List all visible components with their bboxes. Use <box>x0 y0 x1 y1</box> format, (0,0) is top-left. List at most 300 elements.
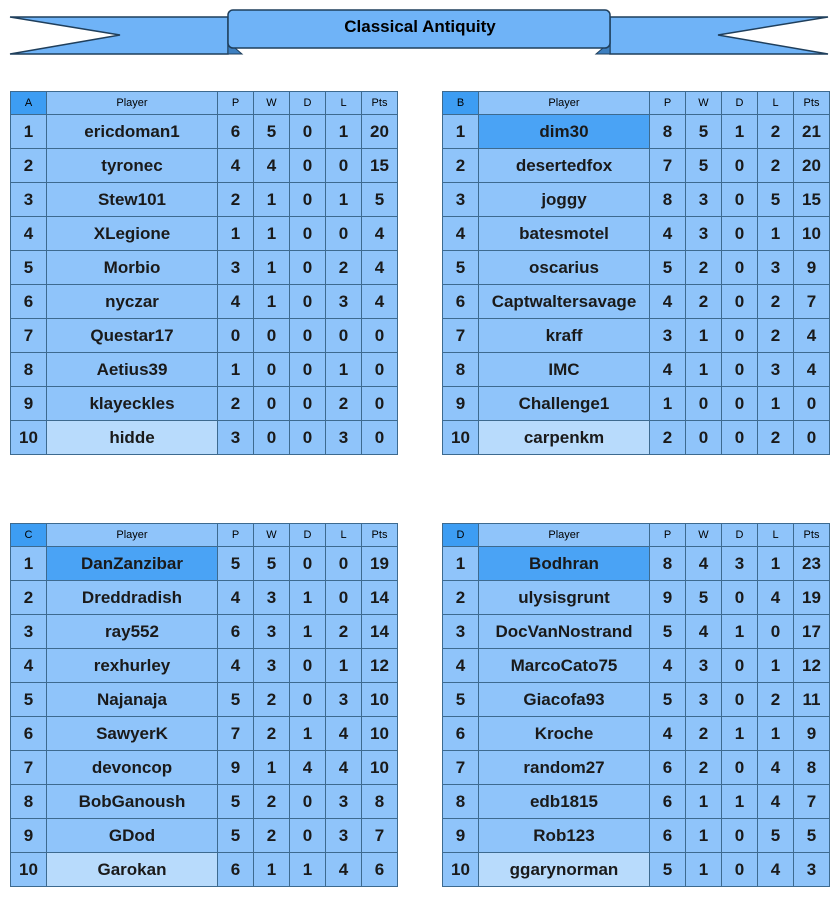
points-cell: 19 <box>794 581 830 615</box>
drawn-cell: 0 <box>290 649 326 683</box>
rank-cell: 5 <box>11 251 47 285</box>
player-cell: SawyerK <box>47 717 218 751</box>
table-row <box>443 853 830 887</box>
won-cell: 2 <box>686 285 722 319</box>
drawn-cell: 0 <box>290 115 326 149</box>
points-cell: 19 <box>362 547 398 581</box>
played-cell: 0 <box>218 319 254 353</box>
header-l: L <box>326 92 362 115</box>
player-cell: MarcoCato75 <box>479 649 650 683</box>
points-cell: 12 <box>362 649 398 683</box>
played-cell: 4 <box>650 217 686 251</box>
lost-cell: 0 <box>326 149 362 183</box>
drawn-cell: 0 <box>290 319 326 353</box>
header-l: L <box>326 524 362 547</box>
played-cell: 2 <box>650 421 686 455</box>
points-cell: 23 <box>794 547 830 581</box>
played-cell: 1 <box>650 387 686 421</box>
played-cell: 1 <box>218 217 254 251</box>
table-row <box>11 547 398 581</box>
played-cell: 9 <box>218 751 254 785</box>
played-cell: 4 <box>650 353 686 387</box>
played-cell: 4 <box>650 649 686 683</box>
header-d: D <box>290 92 326 115</box>
table-row <box>443 319 830 353</box>
played-cell: 4 <box>218 285 254 319</box>
won-cell: 5 <box>254 547 290 581</box>
table-row <box>11 149 398 183</box>
table-row <box>443 251 830 285</box>
header-pts: Pts <box>362 524 398 547</box>
lost-cell: 2 <box>758 285 794 319</box>
won-cell: 1 <box>254 751 290 785</box>
won-cell: 2 <box>686 717 722 751</box>
rank-cell: 10 <box>11 853 47 887</box>
played-cell: 2 <box>218 183 254 217</box>
points-cell: 20 <box>794 149 830 183</box>
table-row <box>443 683 830 717</box>
drawn-cell: 0 <box>722 819 758 853</box>
player-cell: ray552 <box>47 615 218 649</box>
drawn-cell: 0 <box>722 751 758 785</box>
player-cell: devoncop <box>47 751 218 785</box>
played-cell: 4 <box>650 285 686 319</box>
header-player: Player <box>47 524 218 547</box>
player-cell: XLegione <box>47 217 218 251</box>
played-cell: 6 <box>218 115 254 149</box>
player-cell: DanZanzibar <box>47 547 218 581</box>
lost-cell: 4 <box>758 581 794 615</box>
lost-cell: 1 <box>326 183 362 217</box>
table-row <box>11 717 398 751</box>
lost-cell: 3 <box>758 251 794 285</box>
points-cell: 8 <box>362 785 398 819</box>
drawn-cell: 0 <box>290 251 326 285</box>
player-cell: tyronec <box>47 149 218 183</box>
played-cell: 5 <box>218 547 254 581</box>
played-cell: 5 <box>650 853 686 887</box>
table-row <box>11 353 398 387</box>
player-cell: Bodhran <box>479 547 650 581</box>
points-cell: 4 <box>362 217 398 251</box>
rank-cell: 1 <box>11 547 47 581</box>
won-cell: 1 <box>254 285 290 319</box>
player-cell: ggarynorman <box>479 853 650 887</box>
played-cell: 7 <box>650 149 686 183</box>
won-cell: 3 <box>686 649 722 683</box>
header-pts: Pts <box>362 92 398 115</box>
drawn-cell: 0 <box>722 217 758 251</box>
drawn-cell: 1 <box>290 853 326 887</box>
rank-cell: 8 <box>11 353 47 387</box>
played-cell: 4 <box>218 581 254 615</box>
header-d: D <box>290 524 326 547</box>
lost-cell: 5 <box>758 819 794 853</box>
drawn-cell: 0 <box>290 819 326 853</box>
drawn-cell: 0 <box>722 649 758 683</box>
header-p: P <box>218 524 254 547</box>
points-cell: 0 <box>794 421 830 455</box>
lost-cell: 4 <box>758 785 794 819</box>
won-cell: 0 <box>686 421 722 455</box>
lost-cell: 4 <box>758 853 794 887</box>
lost-cell: 2 <box>758 319 794 353</box>
drawn-cell: 0 <box>722 319 758 353</box>
header-w: W <box>686 92 722 115</box>
lost-cell: 0 <box>326 547 362 581</box>
table-row <box>443 353 830 387</box>
drawn-cell: 1 <box>722 115 758 149</box>
lost-cell: 1 <box>758 217 794 251</box>
rank-cell: 1 <box>443 547 479 581</box>
lost-cell: 0 <box>326 319 362 353</box>
table-row <box>443 387 830 421</box>
drawn-cell: 0 <box>290 183 326 217</box>
rank-cell: 9 <box>443 819 479 853</box>
rank-cell: 2 <box>443 581 479 615</box>
group-a-table <box>10 91 398 455</box>
won-cell: 3 <box>254 615 290 649</box>
group-label: B <box>443 92 479 115</box>
drawn-cell: 0 <box>290 285 326 319</box>
drawn-cell: 0 <box>722 581 758 615</box>
header-p: P <box>218 92 254 115</box>
lost-cell: 4 <box>326 717 362 751</box>
rank-cell: 4 <box>443 217 479 251</box>
lost-cell: 2 <box>758 683 794 717</box>
points-cell: 21 <box>794 115 830 149</box>
played-cell: 6 <box>218 853 254 887</box>
rank-cell: 5 <box>443 683 479 717</box>
rank-cell: 8 <box>443 353 479 387</box>
drawn-cell: 4 <box>290 751 326 785</box>
player-cell: Giacofa93 <box>479 683 650 717</box>
won-cell: 1 <box>686 319 722 353</box>
table-header-row <box>11 92 398 115</box>
won-cell: 3 <box>254 649 290 683</box>
rank-cell: 1 <box>11 115 47 149</box>
rank-cell: 7 <box>11 319 47 353</box>
won-cell: 1 <box>254 183 290 217</box>
drawn-cell: 0 <box>722 353 758 387</box>
points-cell: 10 <box>362 751 398 785</box>
points-cell: 12 <box>794 649 830 683</box>
won-cell: 1 <box>254 251 290 285</box>
player-cell: Questar17 <box>47 319 218 353</box>
rank-cell: 10 <box>443 853 479 887</box>
drawn-cell: 0 <box>290 353 326 387</box>
page-title: Classical Antiquity <box>344 17 496 36</box>
lost-cell: 4 <box>326 853 362 887</box>
played-cell: 2 <box>218 387 254 421</box>
points-cell: 8 <box>794 751 830 785</box>
lost-cell: 3 <box>758 353 794 387</box>
player-cell: ericdoman1 <box>47 115 218 149</box>
player-cell: batesmotel <box>479 217 650 251</box>
won-cell: 0 <box>254 421 290 455</box>
played-cell: 3 <box>650 319 686 353</box>
table-row <box>11 183 398 217</box>
points-cell: 10 <box>362 717 398 751</box>
won-cell: 5 <box>686 115 722 149</box>
drawn-cell: 1 <box>290 717 326 751</box>
player-cell: Rob123 <box>479 819 650 853</box>
table-row <box>11 785 398 819</box>
won-cell: 2 <box>686 251 722 285</box>
lost-cell: 2 <box>326 387 362 421</box>
rank-cell: 6 <box>11 285 47 319</box>
table-row <box>443 615 830 649</box>
played-cell: 6 <box>650 819 686 853</box>
lost-cell: 2 <box>758 149 794 183</box>
won-cell: 2 <box>254 785 290 819</box>
table-row <box>11 251 398 285</box>
drawn-cell: 0 <box>722 683 758 717</box>
won-cell: 5 <box>686 581 722 615</box>
rank-cell: 8 <box>11 785 47 819</box>
drawn-cell: 0 <box>290 683 326 717</box>
played-cell: 5 <box>218 785 254 819</box>
lost-cell: 0 <box>326 217 362 251</box>
player-cell: Dreddradish <box>47 581 218 615</box>
played-cell: 4 <box>218 649 254 683</box>
header-player: Player <box>479 524 650 547</box>
lost-cell: 1 <box>758 387 794 421</box>
lost-cell: 1 <box>326 115 362 149</box>
drawn-cell: 0 <box>290 785 326 819</box>
won-cell: 1 <box>686 353 722 387</box>
played-cell: 5 <box>650 251 686 285</box>
lost-cell: 1 <box>758 649 794 683</box>
table-row <box>11 421 398 455</box>
drawn-cell: 1 <box>722 615 758 649</box>
won-cell: 2 <box>254 819 290 853</box>
player-cell: random27 <box>479 751 650 785</box>
player-cell: klayeckles <box>47 387 218 421</box>
lost-cell: 5 <box>758 183 794 217</box>
points-cell: 4 <box>362 285 398 319</box>
played-cell: 5 <box>650 683 686 717</box>
rank-cell: 10 <box>443 421 479 455</box>
played-cell: 4 <box>218 149 254 183</box>
won-cell: 3 <box>686 217 722 251</box>
table-header-row <box>443 92 830 115</box>
table-row <box>443 581 830 615</box>
rank-cell: 9 <box>443 387 479 421</box>
points-cell: 4 <box>794 319 830 353</box>
drawn-cell: 0 <box>290 547 326 581</box>
rank-cell: 4 <box>11 217 47 251</box>
player-cell: Garokan <box>47 853 218 887</box>
rank-cell: 4 <box>11 649 47 683</box>
player-cell: edb1815 <box>479 785 650 819</box>
drawn-cell: 0 <box>722 251 758 285</box>
won-cell: 3 <box>686 183 722 217</box>
table-row <box>11 387 398 421</box>
won-cell: 2 <box>254 717 290 751</box>
lost-cell: 1 <box>326 353 362 387</box>
rank-cell: 8 <box>443 785 479 819</box>
player-cell: ulysisgrunt <box>479 581 650 615</box>
group-label: D <box>443 524 479 547</box>
rank-cell: 4 <box>443 649 479 683</box>
header-pts: Pts <box>794 524 830 547</box>
table-row <box>443 819 830 853</box>
player-cell: Morbio <box>47 251 218 285</box>
rank-cell: 2 <box>11 581 47 615</box>
rank-cell: 10 <box>11 421 47 455</box>
header-w: W <box>686 524 722 547</box>
header-l: L <box>758 92 794 115</box>
played-cell: 3 <box>218 251 254 285</box>
points-cell: 10 <box>362 683 398 717</box>
header-player: Player <box>479 92 650 115</box>
table-row <box>11 649 398 683</box>
rank-cell: 3 <box>443 183 479 217</box>
points-cell: 7 <box>362 819 398 853</box>
drawn-cell: 0 <box>722 421 758 455</box>
table-row <box>443 115 830 149</box>
played-cell: 9 <box>650 581 686 615</box>
drawn-cell: 1 <box>722 785 758 819</box>
drawn-cell: 0 <box>722 149 758 183</box>
points-cell: 11 <box>794 683 830 717</box>
table-row <box>11 319 398 353</box>
header-w: W <box>254 524 290 547</box>
header-pts: Pts <box>794 92 830 115</box>
lost-cell: 1 <box>758 717 794 751</box>
drawn-cell: 3 <box>722 547 758 581</box>
player-cell: carpenkm <box>479 421 650 455</box>
played-cell: 5 <box>218 819 254 853</box>
lost-cell: 3 <box>326 683 362 717</box>
player-cell: hidde <box>47 421 218 455</box>
points-cell: 9 <box>794 251 830 285</box>
table-row <box>443 649 830 683</box>
lost-cell: 0 <box>326 581 362 615</box>
drawn-cell: 0 <box>290 217 326 251</box>
points-cell: 4 <box>794 353 830 387</box>
played-cell: 3 <box>218 421 254 455</box>
points-cell: 15 <box>794 183 830 217</box>
player-cell: Aetius39 <box>47 353 218 387</box>
rank-cell: 5 <box>443 251 479 285</box>
rank-cell: 6 <box>11 717 47 751</box>
played-cell: 4 <box>650 717 686 751</box>
played-cell: 6 <box>650 785 686 819</box>
rank-cell: 7 <box>443 751 479 785</box>
table-row <box>443 217 830 251</box>
points-cell: 6 <box>362 853 398 887</box>
rank-cell: 3 <box>443 615 479 649</box>
won-cell: 0 <box>254 387 290 421</box>
played-cell: 5 <box>218 683 254 717</box>
player-cell: Challenge1 <box>479 387 650 421</box>
header-d: D <box>722 524 758 547</box>
table-header-row <box>443 524 830 547</box>
lost-cell: 3 <box>326 285 362 319</box>
table-row <box>11 581 398 615</box>
player-cell: DocVanNostrand <box>479 615 650 649</box>
won-cell: 3 <box>254 581 290 615</box>
points-cell: 5 <box>362 183 398 217</box>
lost-cell: 1 <box>758 547 794 581</box>
rank-cell: 5 <box>11 683 47 717</box>
table-row <box>11 683 398 717</box>
table-row <box>443 547 830 581</box>
group-b-table <box>442 91 830 455</box>
points-cell: 0 <box>362 353 398 387</box>
drawn-cell: 0 <box>290 421 326 455</box>
rank-cell: 1 <box>443 115 479 149</box>
points-cell: 17 <box>794 615 830 649</box>
played-cell: 8 <box>650 547 686 581</box>
drawn-cell: 1 <box>290 581 326 615</box>
header-w: W <box>254 92 290 115</box>
drawn-cell: 1 <box>722 717 758 751</box>
lost-cell: 4 <box>758 751 794 785</box>
rank-cell: 9 <box>11 387 47 421</box>
player-cell: Najanaja <box>47 683 218 717</box>
points-cell: 5 <box>794 819 830 853</box>
played-cell: 8 <box>650 115 686 149</box>
played-cell: 8 <box>650 183 686 217</box>
table-row <box>443 421 830 455</box>
table-row <box>11 217 398 251</box>
player-cell: Stew101 <box>47 183 218 217</box>
table-row <box>443 785 830 819</box>
lost-cell: 3 <box>326 819 362 853</box>
won-cell: 3 <box>686 683 722 717</box>
lost-cell: 0 <box>758 615 794 649</box>
header-player: Player <box>47 92 218 115</box>
player-cell: oscarius <box>479 251 650 285</box>
points-cell: 14 <box>362 581 398 615</box>
points-cell: 0 <box>362 319 398 353</box>
drawn-cell: 0 <box>722 387 758 421</box>
won-cell: 0 <box>254 353 290 387</box>
table-row <box>11 285 398 319</box>
table-row <box>11 115 398 149</box>
header-l: L <box>758 524 794 547</box>
player-cell: BobGanoush <box>47 785 218 819</box>
rank-cell: 3 <box>11 183 47 217</box>
lost-cell: 1 <box>326 649 362 683</box>
rank-cell: 6 <box>443 285 479 319</box>
player-cell: rexhurley <box>47 649 218 683</box>
table-row <box>11 751 398 785</box>
played-cell: 7 <box>218 717 254 751</box>
won-cell: 1 <box>686 785 722 819</box>
played-cell: 5 <box>650 615 686 649</box>
points-cell: 3 <box>794 853 830 887</box>
points-cell: 7 <box>794 785 830 819</box>
drawn-cell: 0 <box>290 387 326 421</box>
points-cell: 0 <box>362 421 398 455</box>
drawn-cell: 0 <box>722 285 758 319</box>
points-cell: 9 <box>794 717 830 751</box>
points-cell: 0 <box>794 387 830 421</box>
won-cell: 2 <box>254 683 290 717</box>
table-header-row <box>11 524 398 547</box>
won-cell: 1 <box>254 853 290 887</box>
won-cell: 2 <box>686 751 722 785</box>
points-cell: 20 <box>362 115 398 149</box>
points-cell: 4 <box>362 251 398 285</box>
table-row <box>11 819 398 853</box>
table-row <box>443 149 830 183</box>
rank-cell: 3 <box>11 615 47 649</box>
